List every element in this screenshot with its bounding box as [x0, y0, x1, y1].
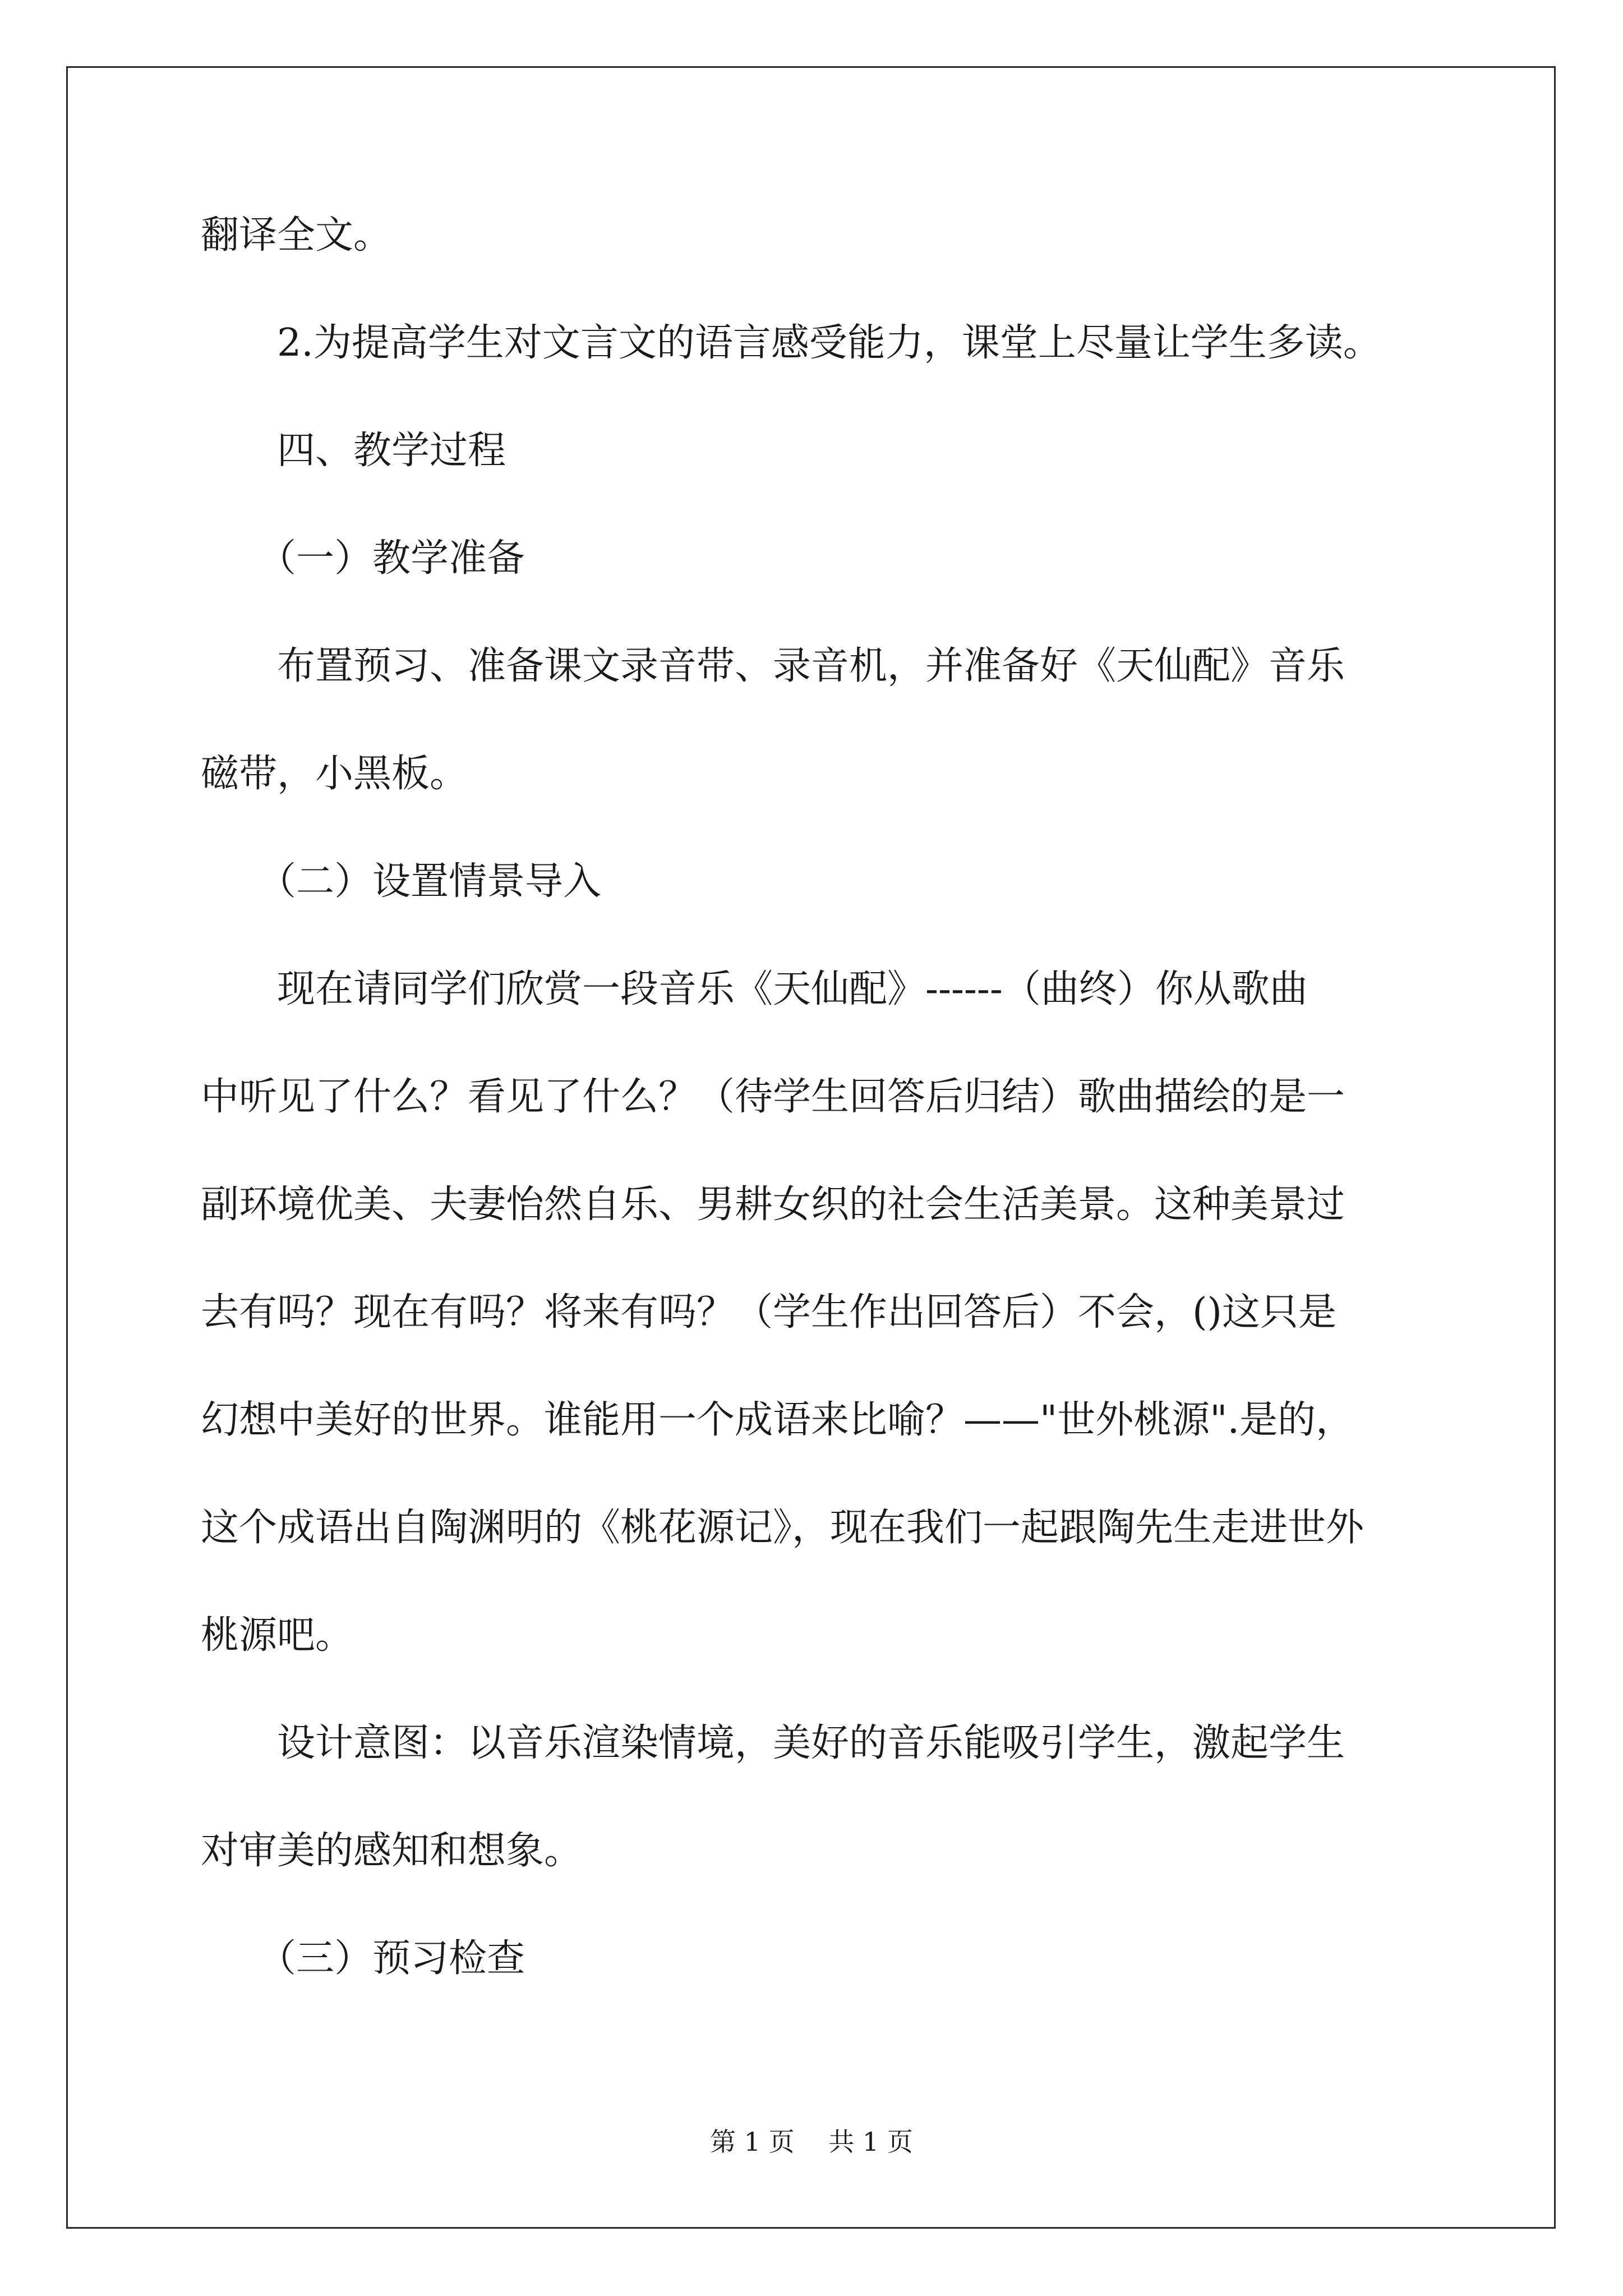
- text-line: 设计意图：以音乐渲染情境，美好的音乐能吸引学生，激起学生: [201, 1721, 1345, 1765]
- text-line: 副环境优美、夫妻怡然自乐、男耕女织的社会生活美景。这种美景过: [201, 1182, 1345, 1227]
- text-line: 布置预习、准备课文录音带、录音机，并准备好《天仙配》音乐: [201, 644, 1345, 688]
- text-line: 翻译全文。: [201, 213, 392, 257]
- text-line: 桃源吧。: [201, 1613, 354, 1658]
- text-line: 现在请同学们欣赏一段音乐《天仙配》------（曲终）你从歌曲: [201, 967, 1308, 1011]
- text-line: 这个成语出自陶渊明的《桃花源记》，现在我们一起跟陶先生走进世外: [201, 1506, 1364, 1550]
- text-line: 中听见了什么？看见了什么？（待学生回答后归结）歌曲描绘的是一: [201, 1075, 1345, 1119]
- text-line: 去有吗？现在有吗？将来有吗？（学生作出回答后）不会，()这只是: [201, 1290, 1337, 1335]
- subsection-heading: （一）教学准备: [201, 536, 525, 581]
- text-line: 磁带，小黑板。: [201, 752, 468, 796]
- document-body: [201, 209, 1435, 1986]
- text-line: 幻想中美好的世界。谁能用一个成语来比喻？——"世外桃源".是的，: [201, 1398, 1354, 1442]
- page-number-footer: 第 1 页 共 1 页: [710, 2127, 913, 2157]
- subsection-heading: （二）设置情景导入: [201, 859, 602, 904]
- subsection-heading: （三）预习检查: [201, 1936, 525, 1981]
- text-line: 2.为提高学生对文言文的语言感受能力，课堂上尽量让学生多读。: [201, 321, 1381, 365]
- section-heading: 四、教学过程: [201, 429, 506, 473]
- text-line: 对审美的感知和想象。: [201, 1829, 583, 1873]
